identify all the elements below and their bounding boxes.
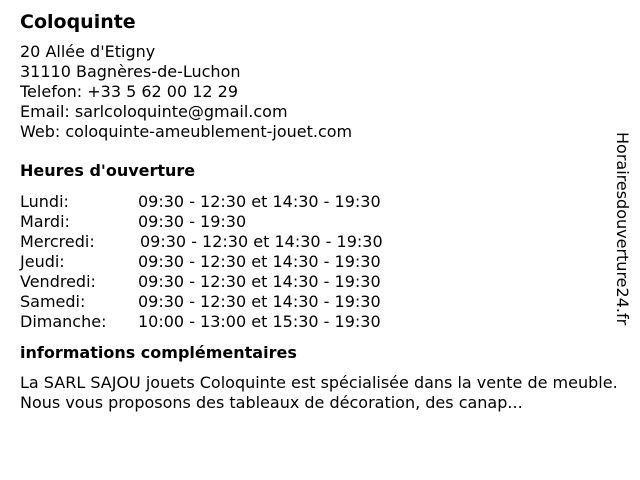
email-line: Email: sarlcoloquinte@gmail.com: [20, 102, 288, 121]
hours-time: 09:30 - 12:30 et 14:30 - 19:30: [140, 232, 383, 251]
opening-hours-list: [20, 192, 620, 332]
business-card: [20, 10, 620, 413]
hours-row-vendredi: [20, 272, 620, 292]
hours-day: Dimanche:: [20, 312, 107, 331]
hours-row-jeudi: [20, 252, 620, 272]
hours-time: 09:30 - 12:30 et 14:30 - 19:30: [138, 252, 381, 271]
hours-time: 09:30 - 12:30 et 14:30 - 19:30: [138, 192, 381, 211]
hours-time: 10:00 - 13:00 et 15:30 - 19:30: [138, 312, 381, 331]
hours-row-dimanche: [20, 312, 620, 332]
site-watermark: Horairesdouverture24.fr: [613, 132, 632, 326]
phone-line: Telefon: +33 5 62 00 12 29: [20, 82, 239, 101]
hours-day: Vendredi:: [20, 272, 96, 291]
hours-day: Mardi:: [20, 212, 70, 231]
hours-time: 09:30 - 19:30: [138, 212, 247, 231]
opening-hours-heading: Heures d'ouverture: [20, 161, 196, 180]
city-address: 31110 Bagnères-de-Luchon: [20, 62, 241, 81]
hours-row-mardi: [20, 212, 620, 232]
hours-row-samedi: [20, 292, 620, 312]
hours-time: 09:30 - 12:30 et 14:30 - 19:30: [138, 292, 381, 311]
hours-row-mercredi: [20, 232, 620, 252]
web-line: Web: coloquinte-ameublement-jouet.com: [20, 122, 353, 141]
hours-day: Samedi:: [20, 292, 86, 311]
hours-day: Lundi:: [20, 192, 69, 211]
hours-day: Jeudi:: [20, 252, 65, 271]
additional-info-text: La SARL SAJOU jouets Coloquinte est spécialisée dans la vente de meuble. Nous vous proposons des tableaux de décoration, des canap...: [20, 373, 618, 412]
street-address: 20 Allée d'Etigny: [20, 42, 156, 61]
additional-info-heading: informations complémentaires: [20, 343, 297, 362]
hours-day: Mercredi:: [20, 232, 95, 251]
hours-time: 09:30 - 12:30 et 14:30 - 19:30: [138, 272, 381, 291]
business-name: Coloquinte: [20, 11, 136, 33]
hours-row-lundi: [20, 192, 620, 212]
